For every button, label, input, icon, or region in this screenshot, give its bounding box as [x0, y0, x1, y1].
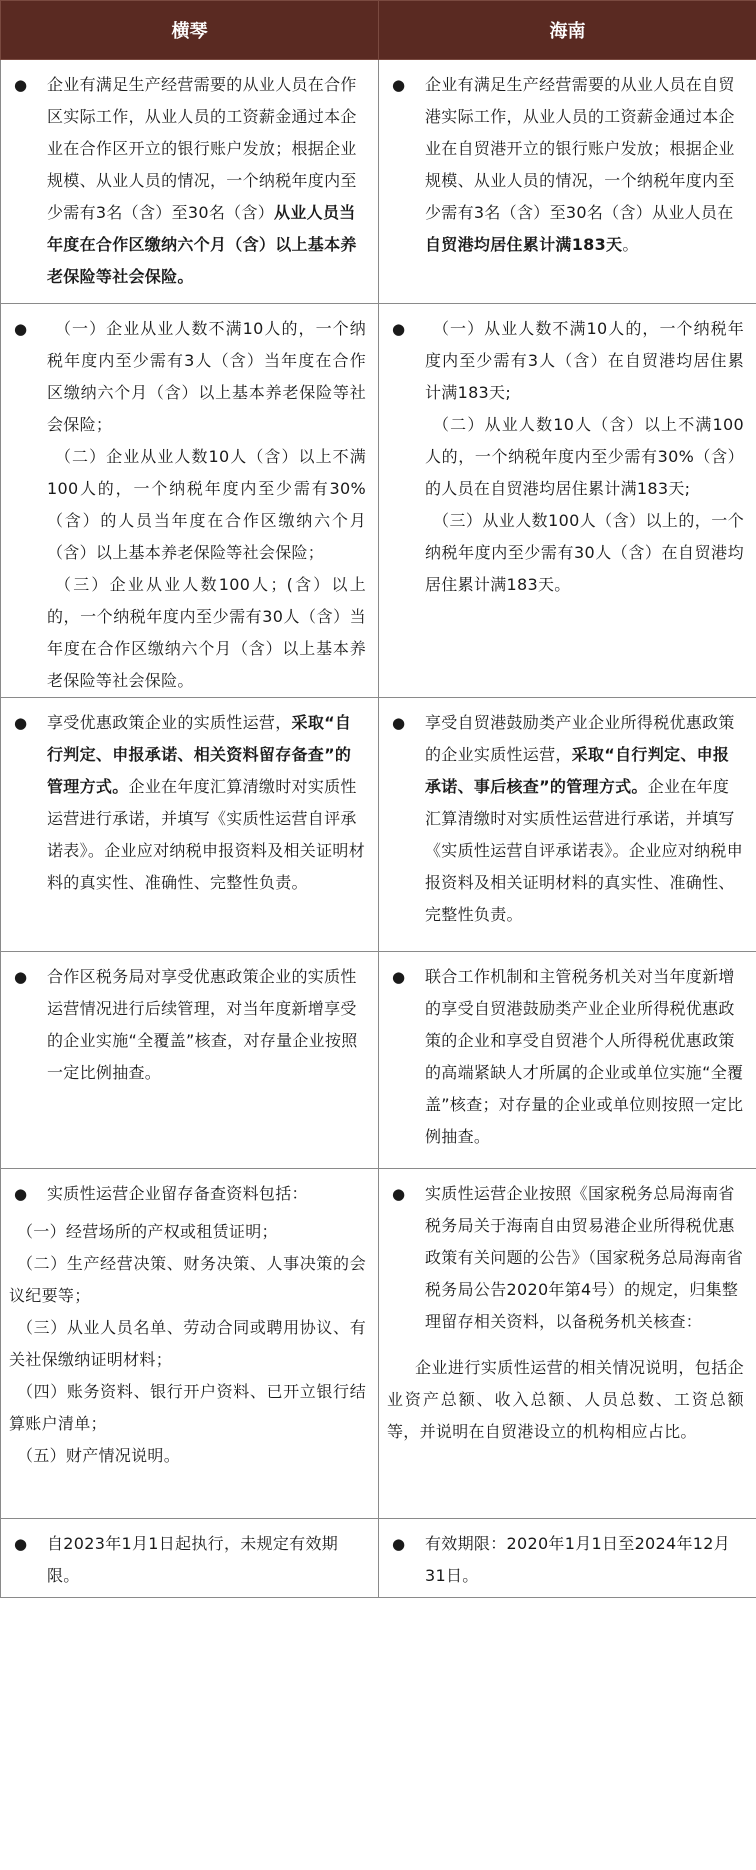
bullet-icon: ● — [14, 320, 28, 338]
table-row — [1, 698, 756, 952]
rule-paragraph: （一）从业人数不满10人的，一个纳税年度内至少需有3人（含）在自贸港均居住累计满183天; — [425, 319, 744, 402]
rule-paragraph: （二）企业从业人数10人（含）以上不满100人的，一个纳税年度内至少需有30%（含）的人员当年度在合作区缴纳六个月（含）以上基本养老保险等社会保险； — [47, 447, 366, 562]
list-item: （五）财产情况说明。 — [17, 1446, 181, 1465]
bullet-item — [1, 304, 378, 697]
hengqin-cell — [1, 698, 379, 952]
list-item: （一）经营场所的产权或租赁证明； — [17, 1222, 278, 1241]
header-row — [1, 1, 756, 60]
table-row — [1, 1519, 756, 1598]
bullet-icon: ● — [392, 714, 406, 732]
hengqin-cell — [1, 304, 379, 698]
hainan-cell — [379, 1169, 756, 1519]
bullet-item — [1, 60, 378, 293]
hengqin-cell — [1, 1519, 379, 1598]
bullet-item — [1, 1169, 378, 1472]
list-item: （三）从业人员名单、劳动合同或聘用协议、有关社保缴纳证明材料； — [9, 1318, 366, 1369]
bullet-icon: ● — [14, 76, 28, 94]
hainan-cell — [379, 60, 756, 304]
bullet-item — [1, 698, 378, 899]
bullet-text: 享受优惠政策企业的实质性运营，采取“自行判定、申报承诺、相关资料留存备查”的管理方式。企业在年度汇算清缴时对实质性运营进行承诺，并填写《实质性运营自评承诺表》。企业应对纳税申报资料及相关证明材料的真实性、准确性、完整性负责。 — [47, 713, 366, 892]
rule-paragraph: （三）从业人数100人（含）以上的，一个纳税年度内至少需有30人（含）在自贸港均居住累计满183天。 — [425, 511, 744, 594]
bullet-item — [379, 698, 756, 931]
bullet-icon: ● — [392, 1185, 406, 1203]
bullet-icon: ● — [392, 76, 406, 94]
bullet-item — [379, 952, 756, 1153]
list-item: （二）生产经营决策、财务决策、人事决策的会议纪要等； — [9, 1254, 366, 1305]
rule-paragraph: （三）企业从业人数100人；(含）以上的，一个纳税年度内至少需有30人（含）当年度在合作区缴纳六个月（含）以上基本养老保险等社会保险。 — [47, 575, 366, 690]
bullet-item — [379, 60, 756, 261]
bullet-item — [1, 1519, 378, 1592]
hengqin-cell — [1, 952, 379, 1169]
column-header-hainan: 海南 — [379, 1, 756, 60]
bullet-icon: ● — [14, 1535, 28, 1553]
hengqin-cell — [1, 1169, 379, 1519]
column-header-hengqin: 横琴 — [1, 1, 379, 60]
bullet-item — [379, 304, 756, 601]
bullet-text: 实质性运营企业留存备查资料包括： — [47, 1184, 308, 1203]
bullet-item — [1, 952, 378, 1089]
bullet-item — [379, 1169, 756, 1448]
bullet-icon: ● — [392, 320, 406, 338]
bullet-icon: ● — [392, 1535, 406, 1553]
table-row — [1, 1169, 756, 1519]
hainan-cell — [379, 1519, 756, 1598]
bullet-text: 享受自贸港鼓励类产业企业所得税优惠政策的企业实质性运营，采取“自行判定、申报承诺、事后核查”的管理方式。企业在年度汇算清缴时对实质性运营进行承诺，并填写《实质性运营自评承诺表》。企业应对纳税申报资料及相关证明材料的真实性、准确性、完整性负责。 — [425, 713, 744, 924]
table-row — [1, 952, 756, 1169]
bullet-text: 企业有满足生产经营需要的从业人员在合作区实际工作，从业人员的工资薪金通过本企业在合作区开立的银行账户发放；根据企业规模、从业人员的情况，一个纳税年度内至少需有3名（含）至30名（含）从业人员当年度在合作区缴纳六个月（含）以上基本养老保险等社会保险。 — [47, 75, 357, 286]
table-row — [1, 60, 756, 304]
bullet-icon: ● — [14, 1185, 28, 1203]
bullet-icon: ● — [14, 714, 28, 732]
hengqin-cell — [1, 60, 379, 304]
bullet-text: 有效期限：2020年1月1日至2024年12月31日。 — [425, 1534, 731, 1585]
table-row — [1, 304, 756, 698]
hainan-cell — [379, 952, 756, 1169]
bullet-text: 企业有满足生产经营需要的从业人员在自贸港实际工作，从业人员的工资薪金通过本企业在自贸港开立的银行账户发放；根据企业规模、从业人员的情况，一个纳税年度内至少需有3名（含）至30名（含）从业人员在自贸港均居住累计满183天。 — [425, 75, 735, 254]
list-item: （四）账务资料、银行开户资料、已开立银行结算账户清单； — [9, 1382, 366, 1433]
bullet-text: 联合工作机制和主管税务机关对当年度新增的享受自贸港鼓励类产业企业所得税优惠政策的企业和享受自贸港个人所得税优惠政策的高端紧缺人才所属的企业或单位实施“全覆盖”核查；对存量的企业或单位则按照一定比例抽查。 — [425, 967, 744, 1146]
rule-paragraph: （二）从业人数10人（含）以上不满100人的，一个纳税年度内至少需有30%（含）的人员在自贸港均居住累计满183天; — [425, 415, 744, 498]
list-item: 企业进行实质性运营的相关情况说明，包括企业资产总额、收入总额、人员总数、工资总额等，并说明在自贸港设立的机构相应占比。 — [387, 1358, 744, 1441]
bullet-icon: ● — [14, 968, 28, 986]
hainan-cell — [379, 304, 756, 698]
bullet-text: 合作区税务局对享受优惠政策企业的实质性运营情况进行后续管理，对当年度新增享受的企业实施“全覆盖”核查，对存量企业按照一定比例抽查。 — [47, 967, 358, 1082]
hainan-cell — [379, 698, 756, 952]
bullet-text: 自2023年1月1日起执行，未规定有效期限。 — [47, 1534, 339, 1585]
bullet-text: 实质性运营企业按照《国家税务总局海南省税务局关于海南自由贸易港企业所得税优惠政策有关问题的公告》（国家税务总局海南省税务局公告2020年第4号）的规定，归集整理留存相关资料，以备税务机关核查： — [425, 1184, 744, 1331]
bullet-item — [379, 1519, 756, 1592]
bullet-icon: ● — [392, 968, 406, 986]
rule-paragraph: （一）企业从业人数不满10人的，一个纳税年度内至少需有3人（含）当年度在合作区缴纳六个月（含）以上基本养老保险等社会保险； — [47, 319, 366, 434]
